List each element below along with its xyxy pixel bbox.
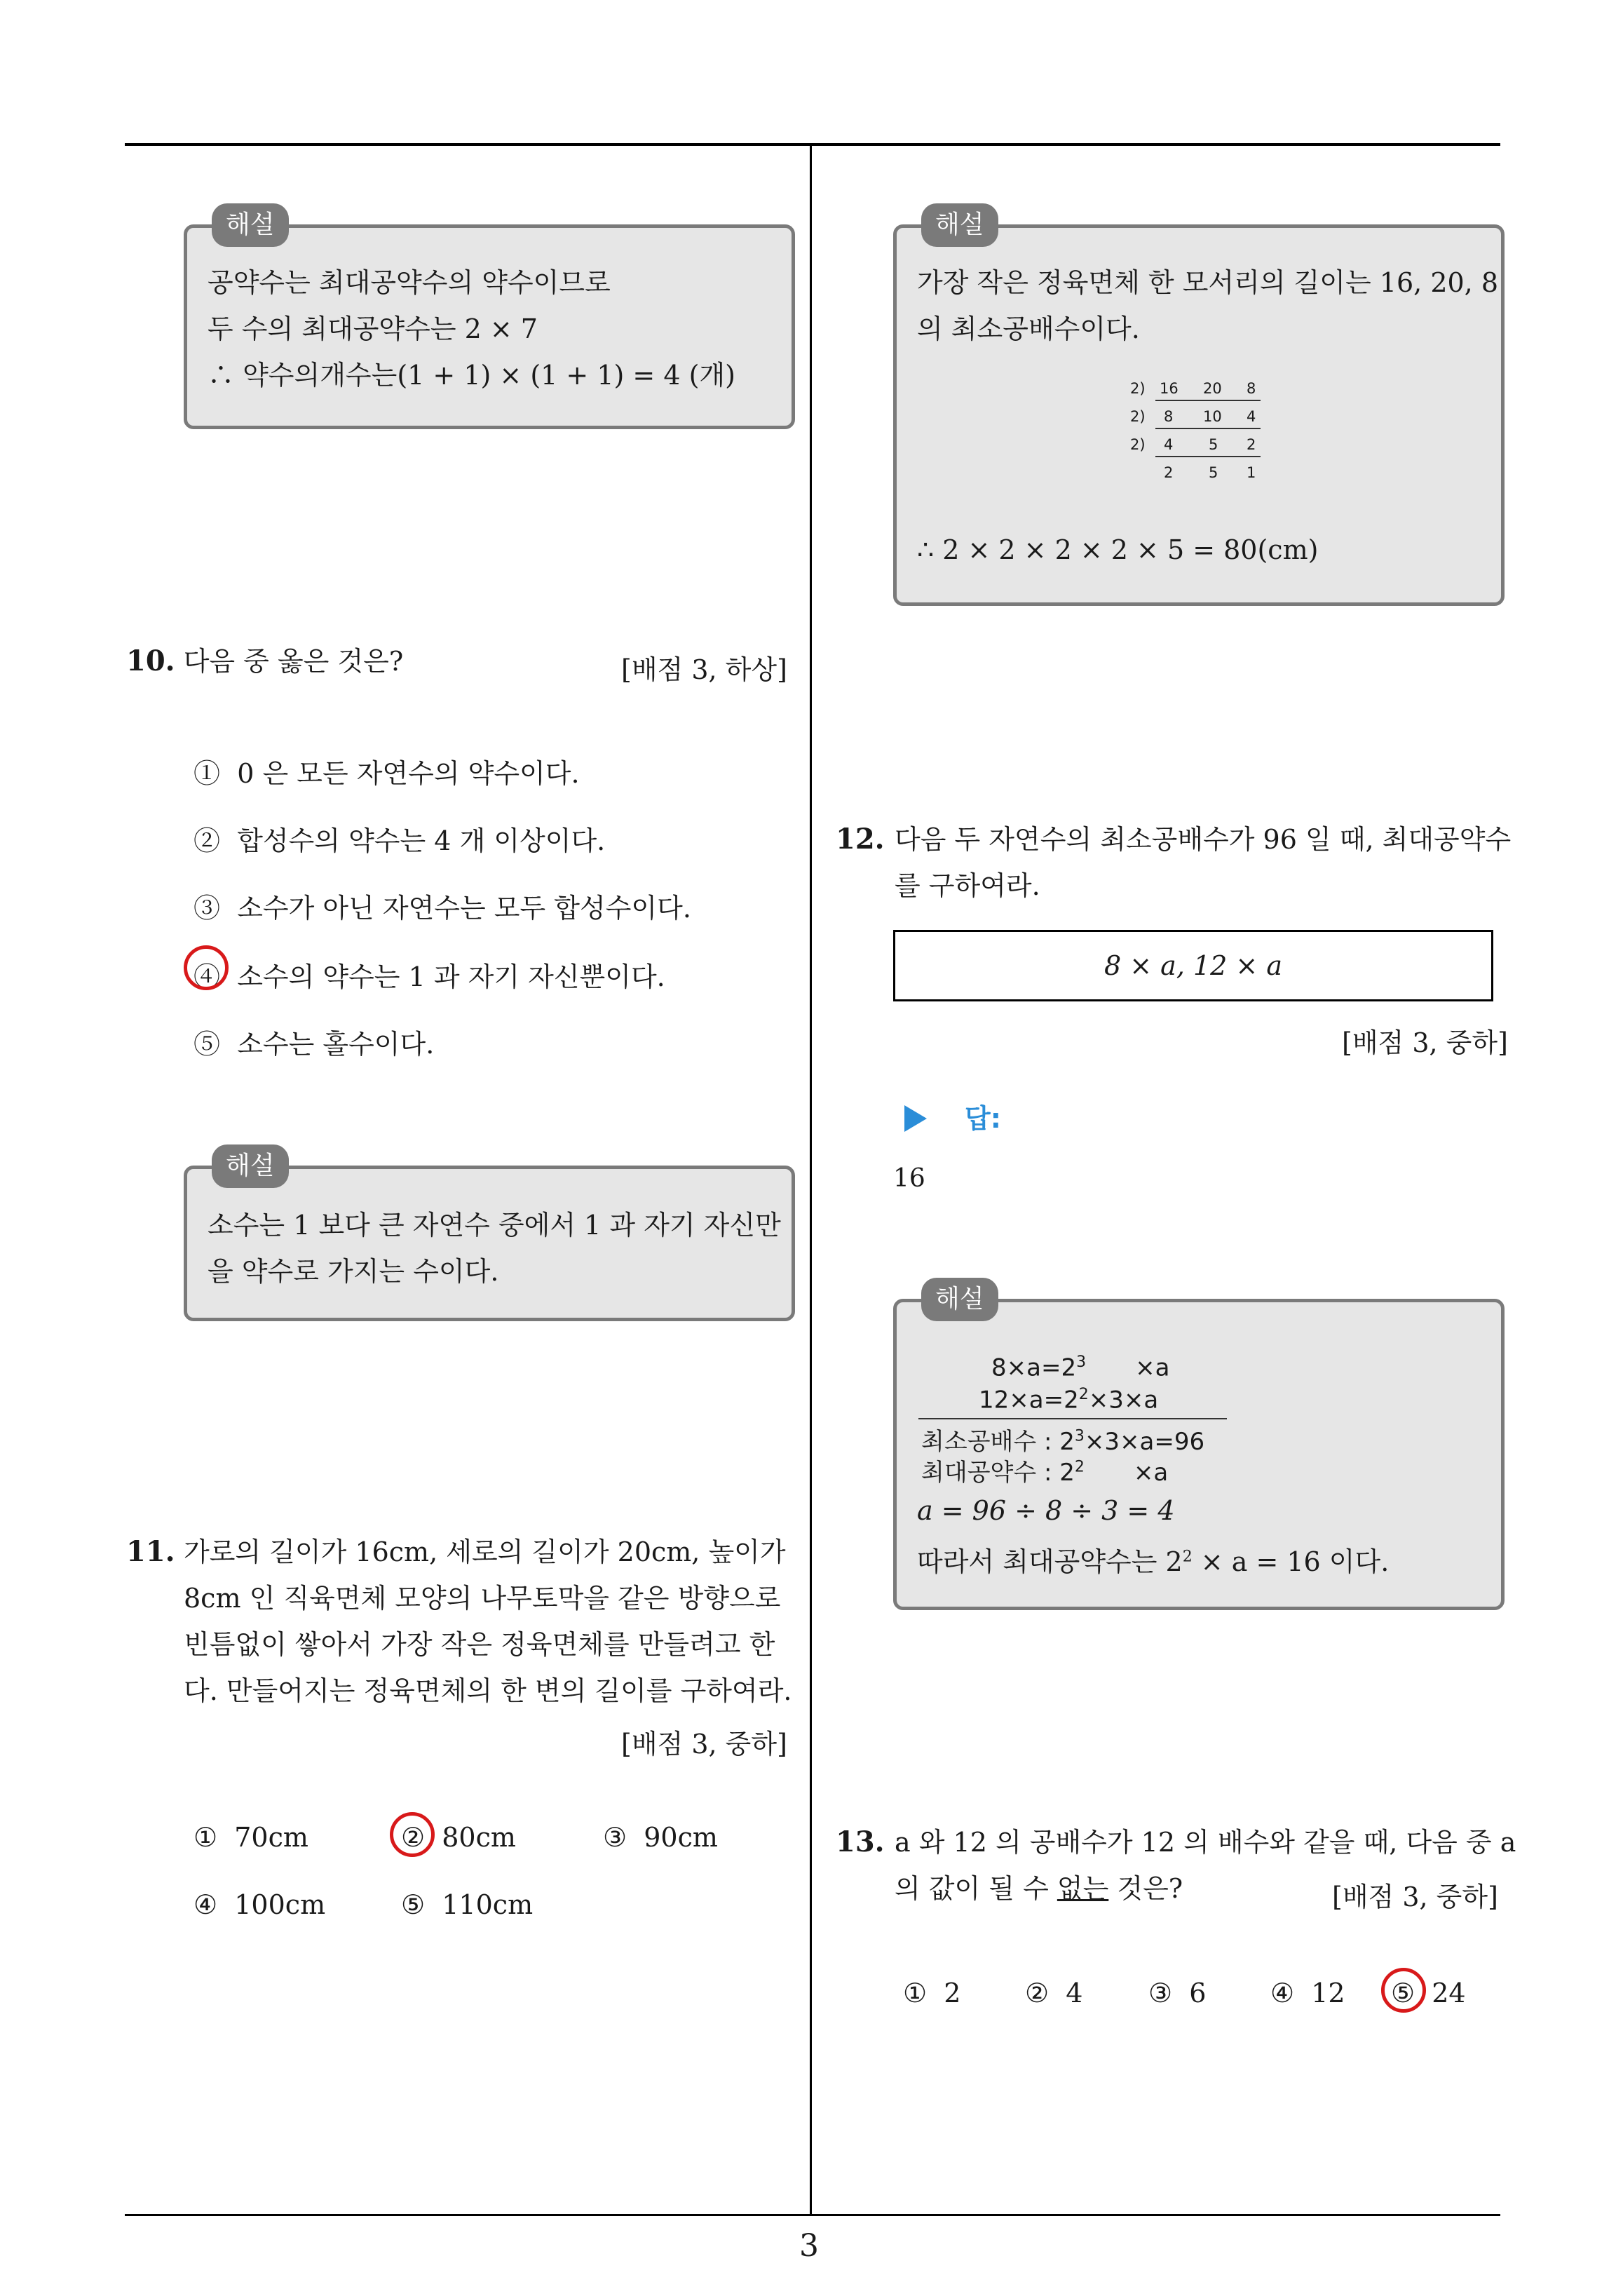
- question-text: 가로의 길이가 16cm, 세로의 길이가 20cm, 높이가: [184, 1537, 786, 1567]
- option-5[interactable]: ⑤ 소수는 홀수이다.: [193, 1029, 435, 1060]
- question-text: a 와 12 의 공배수가 12 의 배수와 같을 때, 다음 중 a: [895, 1827, 1516, 1858]
- given-expression: 8 × a, 12 × a: [1104, 950, 1282, 981]
- explanation-line: 따라서 최대공약수는 $2^2 \times a = 16$ 이다.: [917, 1546, 1390, 1577]
- option-3[interactable]: ③ 90cm: [603, 1822, 718, 1853]
- option-1[interactable]: ① 0 은 모든 자연수의 약수이다.: [193, 758, 580, 789]
- bottom-rule: [125, 2214, 1500, 2216]
- question-text: 를 구하여라.: [895, 870, 1040, 901]
- answer-circle: [184, 945, 229, 990]
- question-text: 다음 두 자연수의 최소공배수가 96 일 때, 최대공약수: [895, 824, 1512, 855]
- explanation-line: $12\times a=2^2\times 3\times a$: [979, 1386, 1159, 1414]
- option-5[interactable]: ⑤ 24: [1391, 1978, 1466, 2008]
- question-text: 의 값이 될 수 없는 것은?: [895, 1873, 1183, 1904]
- option-4[interactable]: ④ 100cm: [193, 1889, 326, 1920]
- explanation-line: 의 최소공배수이다.: [917, 313, 1140, 344]
- question-number: 10.: [126, 644, 175, 677]
- explanation-line: 을 약수로 가지는 수이다.: [208, 1256, 499, 1287]
- explanation-tag: 해설: [921, 1278, 998, 1321]
- question-text: 빈틈없이 쌓아서 가장 작은 정육면체를 만들려고 한: [184, 1629, 775, 1660]
- division-table: 2) 16 20 8 2) 8 10 4 2) 4 5 2 2 5 1: [1130, 380, 1270, 485]
- top-rule: [125, 143, 1500, 146]
- answer-value[interactable]: 16: [893, 1164, 925, 1193]
- question-10: [126, 638, 403, 684]
- question-text: 8cm 인 직육면체 모양의 나무토막을 같은 방향으로: [184, 1583, 781, 1614]
- answer-circle: [390, 1812, 435, 1857]
- score-label: [배점 3, 하상]: [621, 654, 787, 685]
- question-text: 다. 만들어지는 정육면체의 한 변의 길이를 구하여라.: [184, 1675, 792, 1706]
- option-2[interactable]: ② 합성수의 약수는 4 개 이상이다.: [193, 825, 606, 856]
- explanation-line: $8\times a=2^3 \times a$: [991, 1353, 1170, 1382]
- score-label: [배점 3, 중하]: [1342, 1027, 1508, 1058]
- score-label: [배점 3, 중하]: [1332, 1882, 1498, 1912]
- explanation-tag: 해설: [212, 1144, 289, 1188]
- page-number: 3: [799, 2228, 819, 2264]
- option-2[interactable]: ② 4: [1025, 1978, 1083, 2008]
- score-label: [배점 3, 중하]: [621, 1729, 787, 1760]
- option-5[interactable]: ⑤ 110cm: [401, 1889, 534, 1920]
- explanation-result: ∴ 2 × 2 × 2 × 2 × 5 = 80(cm): [917, 534, 1319, 565]
- explanation-line: a = 96 ÷ 8 ÷ 3 = 4: [917, 1495, 1175, 1526]
- question-13-number: 13.: [836, 1825, 885, 1858]
- explanation-line: 최소공배수 : $2^3\times 3\times a=96$: [921, 1427, 1205, 1456]
- option-2[interactable]: ② 80cm: [401, 1822, 516, 1853]
- option-1[interactable]: ① 70cm: [193, 1822, 308, 1853]
- question-11-number: 11.: [126, 1535, 175, 1568]
- answer-arrow-icon: [904, 1105, 927, 1132]
- explanation-tag: 해설: [921, 203, 998, 247]
- option-3[interactable]: ③ 6: [1148, 1978, 1207, 2008]
- emphasis-underline: 없는: [1057, 1873, 1109, 1904]
- explanation-box-q10: [184, 1166, 795, 1321]
- option-4[interactable]: ④ 소수의 약수는 1 과 자기 자신뿐이다.: [193, 961, 665, 992]
- answer-circle: [1381, 1968, 1426, 2013]
- explanation-line: 소수는 1 보다 큰 자연수 중에서 1 과 자기 자신만: [208, 1210, 781, 1241]
- explanation-line: 가장 작은 정육면체 한 모서리의 길이는 16, 20, 8: [917, 267, 1499, 298]
- explanation-line: 최대공약수 : $2^2 \times a$: [921, 1458, 1169, 1487]
- question-12-number: 12.: [836, 823, 885, 856]
- explanation-line: 두 수의 최대공약수는 2 × 7: [208, 313, 538, 344]
- explanation-tag: 해설: [212, 203, 289, 247]
- explanation-divider: [918, 1418, 1227, 1419]
- question-text: 다음 중 옳은 것은?: [183, 646, 404, 677]
- explanation-line: ∴ 약수의개수는(1 + 1) × (1 + 1) = 4 (개): [208, 360, 735, 391]
- option-4[interactable]: ④ 12: [1270, 1978, 1345, 2008]
- column-divider: [810, 143, 812, 2215]
- option-3[interactable]: ③ 소수가 아닌 자연수는 모두 합성수이다.: [193, 893, 691, 924]
- given-expression-box: [893, 930, 1493, 1001]
- option-1[interactable]: ① 2: [903, 1978, 961, 2008]
- answer-label: 답:: [965, 1103, 1001, 1134]
- explanation-line: 공약수는 최대공약수의 약수이므로: [208, 267, 611, 298]
